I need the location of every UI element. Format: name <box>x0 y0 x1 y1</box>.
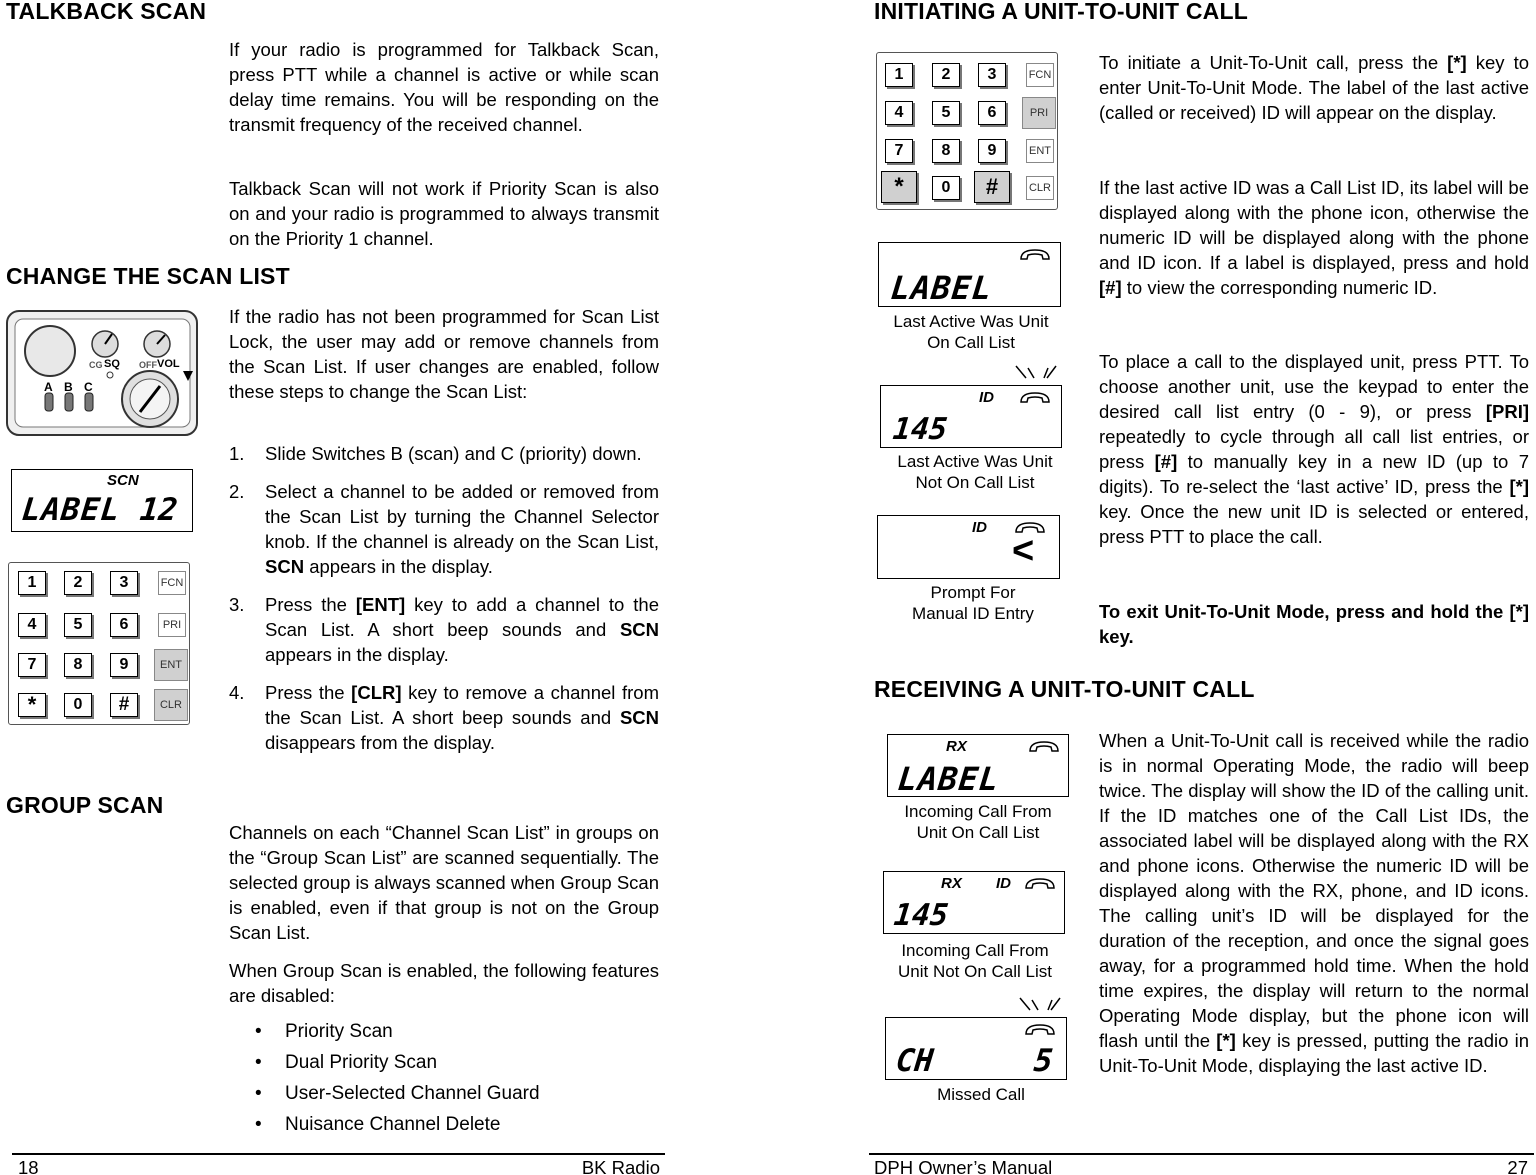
initiate-paragraph-2: If the last active ID was a Call List ID, its label will be displayed along with the phone icon, otherwise the numeric ID will be displayed along with the phone and ID icon. If a label is displayed, press and hold [#] to view the corresponding numeric ID. <box>1099 177 1529 298</box>
lcd-label-text: LABEL <box>20 492 123 528</box>
receive-paragraph: When a Unit-To-Unit call is received while the radio is in normal Operating Mode, the radio will beep twice. The display will show the ID of the calling unit. If the ID matches one of the Call List IDs, the associated label will be displayed along with the RX and phone icons. Otherwise the numeric ID will be displayed along with the RX, phone, and ID icons. The calling unit’s ID will be displayed for the duration of the reception, and once the signal goes away, for a programmed hold time. When the hold time expires, the display will return to the normal Operating Mode display, but the phone icon will flash until the [*] key is pressed, putting the radio in Unit-To-Unit Mode, displaying the last active ID. <box>1099 730 1529 1076</box>
footer-brand: BK Radio <box>581 1157 660 1175</box>
lcd-id-number: 145 <box>892 898 951 933</box>
id-annunciator: ID <box>979 389 994 406</box>
rx-annunciator: RX <box>941 875 962 892</box>
key-6[interactable]: 6 <box>110 613 138 637</box>
key-4[interactable]: 4 <box>18 613 46 637</box>
id-annunciator: ID <box>996 875 1011 892</box>
key-7[interactable]: 7 <box>18 653 46 677</box>
talkback-paragraph-1: If your radio is programmed for Talkback Scan, press PTT while a channel is active or while scan delay time remains. You will be responding on the transmit frequency of the received channel. <box>229 39 659 135</box>
key-fcn[interactable]: FCN <box>158 571 186 595</box>
list-item: • User-Selected Channel Guard <box>229 1078 659 1109</box>
phone-icon <box>1028 740 1060 754</box>
keypad-right <box>876 52 1058 210</box>
rx-annunciator: RX <box>946 738 967 755</box>
group-scan-heading: GROUP SCAN <box>6 792 164 818</box>
key-6[interactable]: 6 <box>978 101 1006 125</box>
id-annunciator: ID <box>972 519 987 536</box>
lcd-channel-number: 12 <box>138 492 180 528</box>
radio-top-panel-illustration <box>5 309 200 437</box>
lcd-channel-number: 5 <box>1032 1043 1055 1079</box>
initiate-heading: INITIATING A UNIT-TO-UNIT CALL <box>874 0 1248 24</box>
caption-last-active-on-list: Last Active Was Unit On Call List <box>893 312 1049 352</box>
key-3[interactable]: 3 <box>110 571 138 595</box>
phone-icon <box>1019 391 1051 405</box>
key-ent[interactable]: ENT <box>154 649 188 681</box>
initiate-paragraph-1: To initiate a Unit-To-Unit call, press the [*] key to enter Unit-To-Unit Mode. The label of the last active (called or received) ID will appear on the display. <box>1099 52 1530 123</box>
key-star[interactable]: * <box>18 693 46 717</box>
caption-incoming-not-on-list: Incoming Call From Unit Not On Call List <box>898 941 1052 981</box>
caption-missed-call: Missed Call <box>937 1085 1025 1104</box>
key-star[interactable]: * <box>881 171 917 203</box>
key-hash[interactable]: # <box>110 693 138 717</box>
step-1: 1. Slide Switches B (scan) and C (priority) down. <box>229 443 642 464</box>
key-8[interactable]: 8 <box>932 139 960 163</box>
receive-heading: RECEIVING A UNIT-TO-UNIT CALL <box>874 676 1255 702</box>
key-4[interactable]: 4 <box>885 101 913 125</box>
sq-label: SQ <box>104 358 120 370</box>
change-scan-list-steps <box>229 441 659 768</box>
keypad-left <box>8 562 190 725</box>
group-scan-paragraph-1: Channels on each “Channel Scan List” in groups on the “Group Scan List” are scanned sequentially. The selected group is always scanned when Group Scan is enabled, even if that group is not on the Group Scan List. <box>229 822 659 943</box>
phone-icon <box>1019 248 1051 262</box>
key-pri[interactable]: PRI <box>1022 97 1056 129</box>
off-label: OFF <box>139 360 157 370</box>
lcd-scan-display <box>11 469 193 532</box>
footer-rule-left <box>12 1153 665 1155</box>
signal-flash-icon <box>1018 996 1062 1014</box>
list-item: • Nuisance Channel Delete <box>229 1109 659 1140</box>
talkback-paragraph-2: Talkback Scan will not work if Priority Scan is also on and your radio is programmed to always transmit on the Priority 1 channel. <box>229 178 659 249</box>
key-7[interactable]: 7 <box>885 139 913 163</box>
step-2: 2. Select a channel to be added or removed from the Scan List by turning the Channel Selector knob. If the channel is already on the Scan List, SCN appears in the display. <box>229 481 659 577</box>
key-2[interactable]: 2 <box>64 571 92 595</box>
key-0[interactable]: 0 <box>932 176 960 200</box>
footer-manual-title: DPH Owner’s Manual <box>874 1157 1053 1175</box>
vol-label: VOL <box>157 358 180 370</box>
key-fcn[interactable]: FCN <box>1026 63 1054 87</box>
switch-a-label: A <box>44 380 53 394</box>
footer-page-number-right: 27 <box>1507 1157 1528 1175</box>
cg-label: CG <box>89 360 103 370</box>
step-4: 4. Press the [CLR] key to remove a channel from the Scan List. A short beep sounds and SCN disappears from the display. <box>229 682 659 753</box>
key-9[interactable]: 9 <box>110 653 138 677</box>
change-scan-list-heading: CHANGE THE SCAN LIST <box>6 263 290 289</box>
key-1[interactable]: 1 <box>885 63 913 87</box>
key-ent[interactable]: ENT <box>1026 139 1054 163</box>
lcd-id-number: 145 <box>891 412 950 447</box>
talkback-heading: TALKBACK SCAN <box>6 0 207 24</box>
caption-last-active-not-on-list: Last Active Was Unit Not On Call List <box>897 452 1053 492</box>
change-scan-list-intro: If the radio has not been programmed for Scan List Lock, the user may add or remove channels from the Scan List. If user changes are enabled, follow these steps to change the Scan List: <box>229 306 659 402</box>
key-0[interactable]: 0 <box>64 693 92 717</box>
key-clr[interactable]: CLR <box>154 689 188 721</box>
caption-incoming-on-list: Incoming Call From Unit On Call List <box>904 802 1052 842</box>
key-9[interactable]: 9 <box>978 139 1006 163</box>
lcd-channel-text: CH <box>894 1043 936 1079</box>
lcd-last-active-numeric <box>880 385 1062 448</box>
step-3: 3. Press the [ENT] key to add a channel to the Scan List. A short beep sounds and SCN appears in the display. <box>229 594 659 665</box>
lcd-label-text: LABEL <box>889 269 995 307</box>
initiate-paragraph-3: To place a call to the displayed unit, press PTT. To choose another unit, use the keypad to enter the desired call list entry (0 - 9), or press [PRI] repeatedly to cycle through all call list entries, or press [#] to manually key in a new ID (up to 7 digits). To re-select the ‘last active’ ID, press the [*] key. Once the new unit ID is selected or entered, press PTT to place the call. <box>1099 351 1529 547</box>
key-clr[interactable]: CLR <box>1026 176 1054 200</box>
key-5[interactable]: 5 <box>64 613 92 637</box>
key-pri[interactable]: PRI <box>158 613 186 637</box>
footer-rule-right <box>869 1153 1534 1155</box>
lcd-manual-id-prompt <box>877 515 1060 579</box>
caption-prompt-manual-id: Prompt For Manual ID Entry <box>912 583 1034 623</box>
lcd-incoming-numeric <box>883 871 1065 934</box>
lcd-missed-call <box>885 1017 1067 1080</box>
switch-c-label: C <box>84 380 93 394</box>
phone-icon <box>1024 1023 1056 1037</box>
lcd-prompt-cursor: < <box>1012 530 1035 572</box>
signal-flash-icon <box>1014 364 1058 382</box>
footer-page-number-left: 18 <box>18 1157 39 1175</box>
key-5[interactable]: 5 <box>932 101 960 125</box>
lcd-label-text: LABEL <box>896 760 1002 798</box>
switch-b-label: B <box>64 380 73 394</box>
key-3[interactable]: 3 <box>978 63 1006 87</box>
key-2[interactable]: 2 <box>932 63 960 87</box>
key-8[interactable]: 8 <box>64 653 92 677</box>
lcd-incoming-label <box>887 734 1069 797</box>
initiate-exit-note: To exit Unit-To-Unit Mode, press and hold the [*] key. <box>1099 601 1529 647</box>
group-scan-paragraph-2: When Group Scan is enabled, the following features are disabled: <box>229 960 659 1006</box>
disabled-features-list <box>229 1016 659 1140</box>
phone-icon <box>1024 877 1056 891</box>
scn-annunciator: SCN <box>107 472 139 489</box>
list-item: • Priority Scan <box>229 1016 659 1047</box>
key-hash[interactable]: # <box>974 171 1010 203</box>
lcd-last-active-label <box>878 242 1061 307</box>
key-1[interactable]: 1 <box>18 571 46 595</box>
list-item: • Dual Priority Scan <box>229 1047 659 1078</box>
